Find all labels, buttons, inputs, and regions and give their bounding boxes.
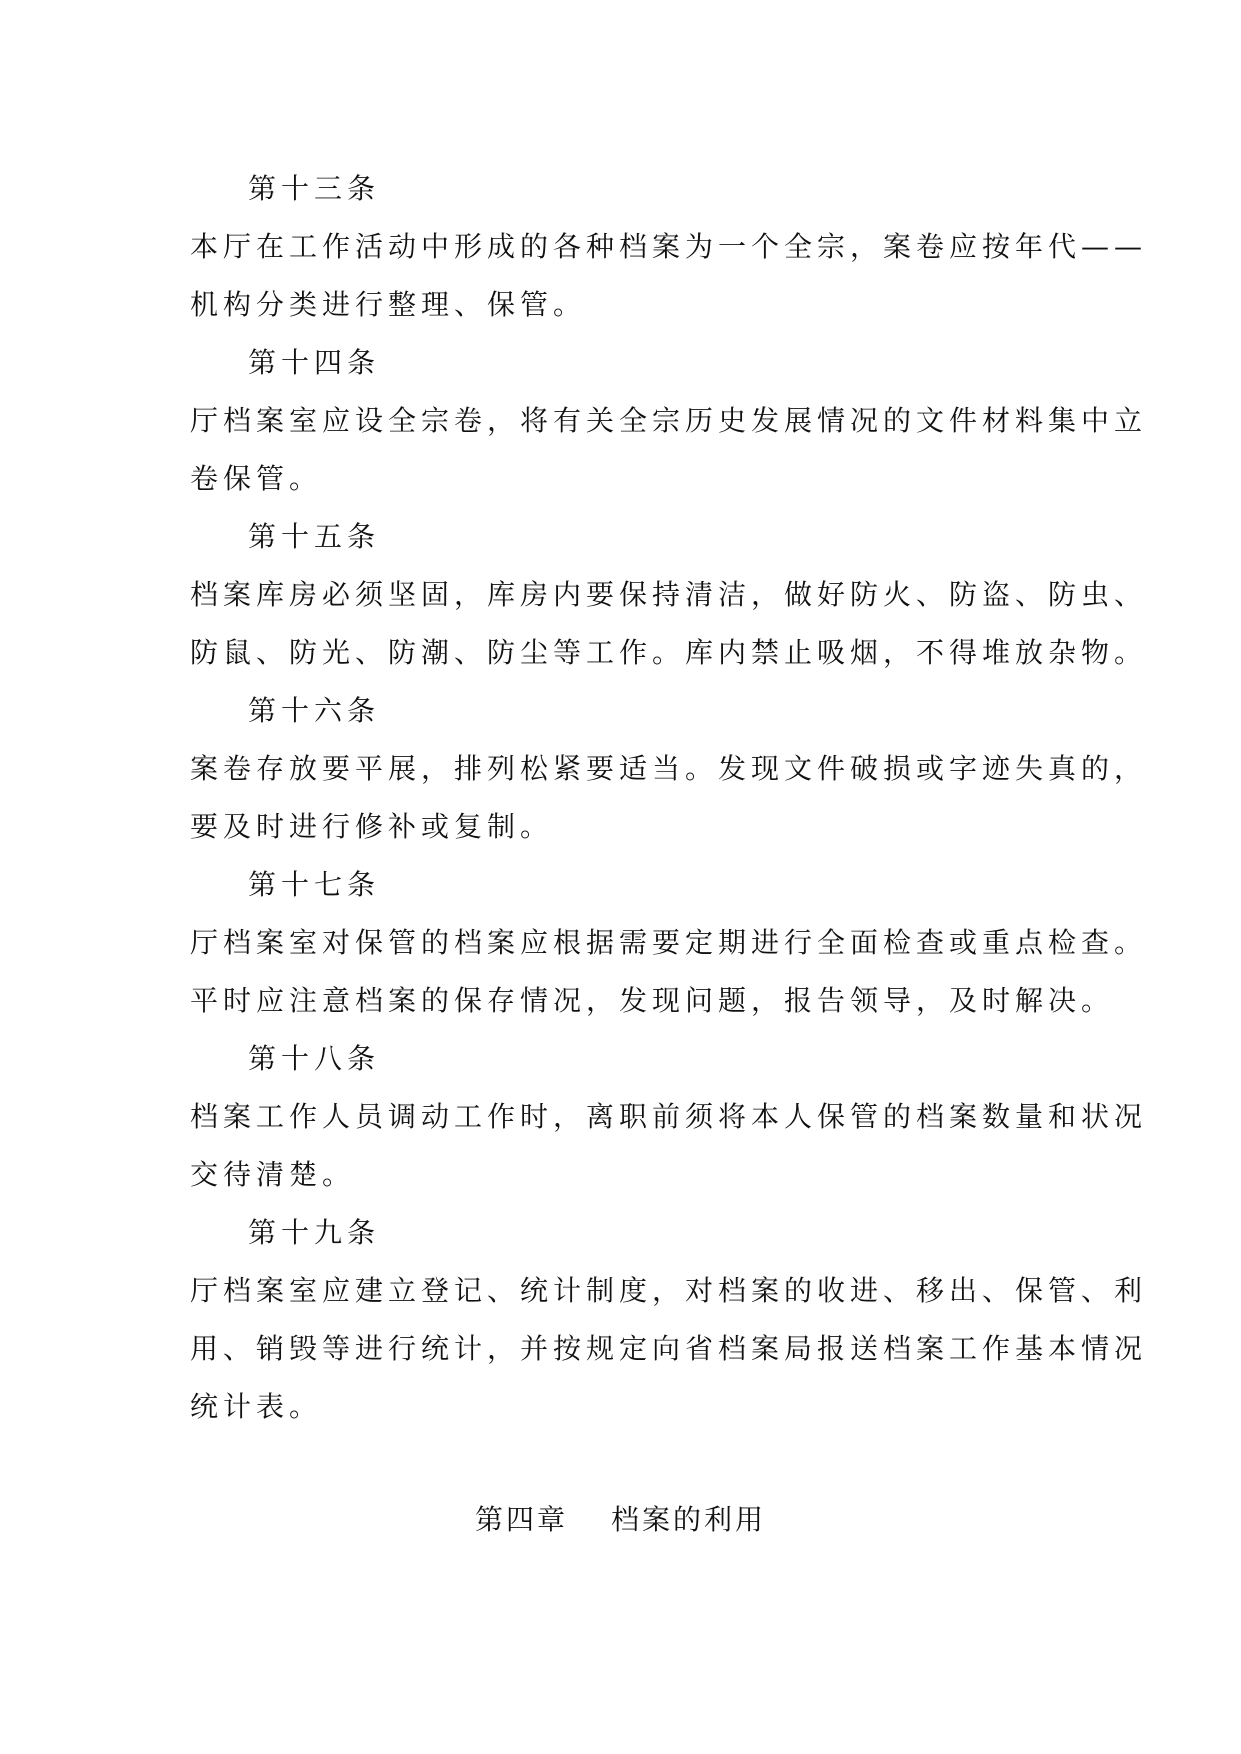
article-19 [190, 1204, 1148, 1436]
article-heading: 第十五条 [248, 520, 381, 553]
article-13 [190, 160, 1148, 334]
article-text-line: 交待清楚。 [190, 1158, 356, 1191]
article-text-line: 厅档案室应建立登记、统计制度，对档案的收进、移出、保管、利 [190, 1274, 1148, 1307]
article-text-line: 本厅在工作活动中形成的各种档案为一个全宗，案卷应按年代—— [190, 230, 1148, 263]
article-heading: 第十四条 [248, 346, 381, 379]
chapter-heading: 第四章 档案的利用 [475, 1503, 766, 1536]
article-text-line: 要及时进行修补或复制。 [190, 810, 554, 843]
article-text-line: 厅档案室对保管的档案应根据需要定期进行全面检查或重点检查。 [190, 926, 1148, 959]
article-17 [190, 856, 1148, 1030]
article-14 [190, 334, 1148, 508]
article-text-line: 卷保管。 [190, 462, 323, 495]
article-text-line: 档案工作人员调动工作时，离职前须将本人保管的档案数量和状况 [190, 1100, 1148, 1133]
article-text-line: 平时应注意档案的保存情况，发现问题，报告领导，及时解决。 [190, 984, 1115, 1017]
document-body [190, 160, 1148, 1436]
article-18 [190, 1030, 1148, 1204]
article-text-line: 用、销毁等进行统计，并按规定向省档案局报送档案工作基本情况 [190, 1332, 1148, 1365]
article-15 [190, 508, 1148, 682]
article-heading: 第十七条 [248, 868, 381, 901]
article-heading: 第十八条 [248, 1042, 381, 1075]
article-text-line: 统计表。 [190, 1390, 323, 1423]
article-16 [190, 682, 1148, 856]
article-heading: 第十九条 [248, 1216, 381, 1249]
article-text-line: 机构分类进行整理、保管。 [190, 288, 587, 321]
article-text-line: 档案库房必须坚固，库房内要保持清洁，做好防火、防盗、防虫、 [190, 578, 1148, 611]
article-heading: 第十六条 [248, 694, 381, 727]
article-text-line: 厅档案室应设全宗卷，将有关全宗历史发展情况的文件材料集中立 [190, 404, 1148, 437]
article-heading: 第十三条 [248, 172, 381, 205]
article-text-line: 案卷存放要平展，排列松紧要适当。发现文件破损或字迹失真的， [190, 752, 1148, 785]
article-text-line: 防鼠、防光、防潮、防尘等工作。库内禁止吸烟，不得堆放杂物。 [190, 636, 1148, 669]
